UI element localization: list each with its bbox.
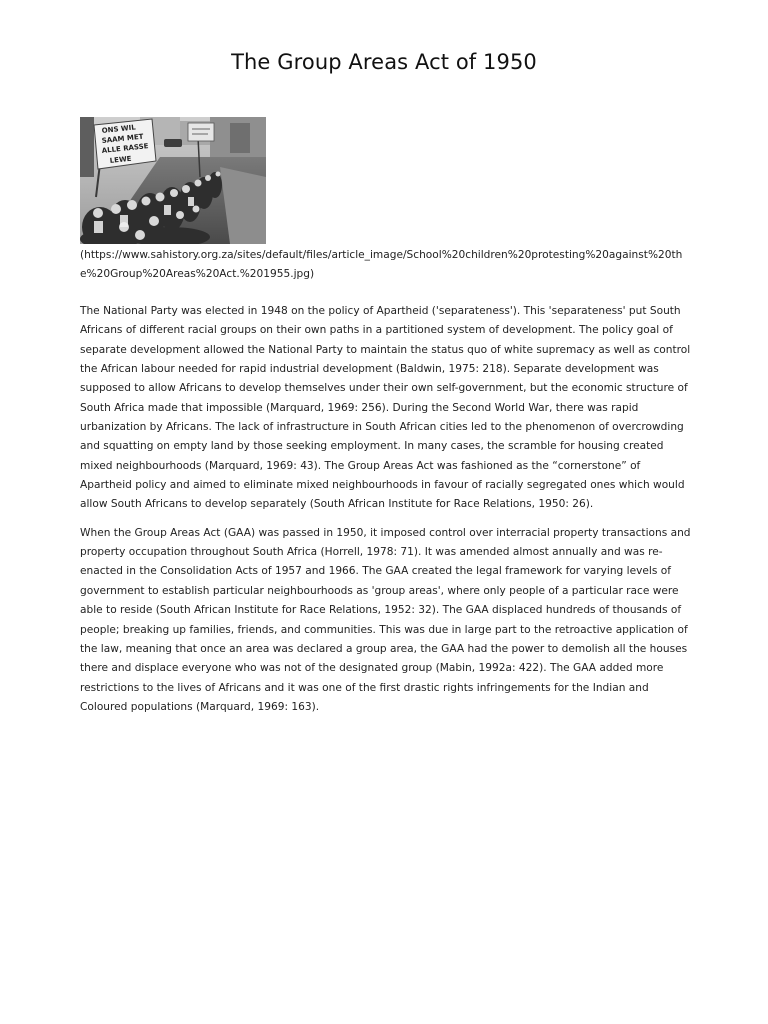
article-body — [80, 302, 692, 726]
protest-photo — [80, 117, 266, 244]
image-caption: (https://www.sahistory.org.za/sites/default/files/article_image/School%20children%20protesting%20against%20the%20Group%20Areas%20Act.%201955.jpg) — [80, 249, 683, 280]
svg-text:ONS WIL: ONS WIL — [101, 123, 137, 135]
svg-text:ALLE RASSE: ALLE RASSE — [101, 142, 149, 155]
svg-text:LEWE: LEWE — [109, 154, 132, 165]
svg-text:SAAM MET: SAAM MET — [101, 132, 144, 145]
paragraph: The National Party was elected in 1948 on the policy of Apartheid ('separateness'). This 'separateness' put South Africans of different racial groups on their own paths in a partitioned system of development. The policy goal of separate development allowed the National Party to maintain the status quo of white supremacy as well as control the African labour needed for rapid industrial development (Baldwin, 1975: 218). Separate development was supposed to allow Africans to develop themselves under their own self-government, but the economic structure of South Africa made that impossible (Marquard, 1969: 256). During the Second World War, there was rapid urbanization by Africans. The lack of infrastructure in South African cities led to the phenomenon of overcrowding and squatting on empty land by those seeking employment. In many cases, the scramble for housing created mixed neighbourhoods (Marquard, 1969: 43). The Group Areas Act was fashioned as the “cornerstone” of Apartheid policy and aimed to eliminate mixed neighbourhoods in favour of racially segregated ones which would allow South Africans to develop separately (South African Institute for Race Relations, 1950: 26). — [80, 305, 691, 511]
photo-illustration — [80, 117, 266, 244]
paragraph: When the Group Areas Act (GAA) was passed in 1950, it imposed control over interracial property transactions and property occupation throughout South Africa (Horrell, 1978: 71). It was amended almost annually and was re-enacted in the Consolidation Acts of 1957 and 1966. The GAA created the legal framework for varying levels of government to establish particular neighbourhoods as 'group areas', where only people of a particular race were able to reside (South African Institute for Race Relations, 1952: 32). The GAA displaced hundreds of thousands of people; breaking up families, friends, and communities. This was due in large part to the retroactive application of the law, meaning that once an area was declared a group area, the GAA had the power to demolish all the houses there and displace everyone who was not of the designated group (Mabin, 1992a: 422). The GAA added more restrictions to the lives of Africans and it was one of the first drastic rights infringements for the Indian and Coloured populations (Marquard, 1969: 163). — [80, 526, 691, 713]
page-title: The Group Areas Act of 1950 — [231, 50, 537, 74]
